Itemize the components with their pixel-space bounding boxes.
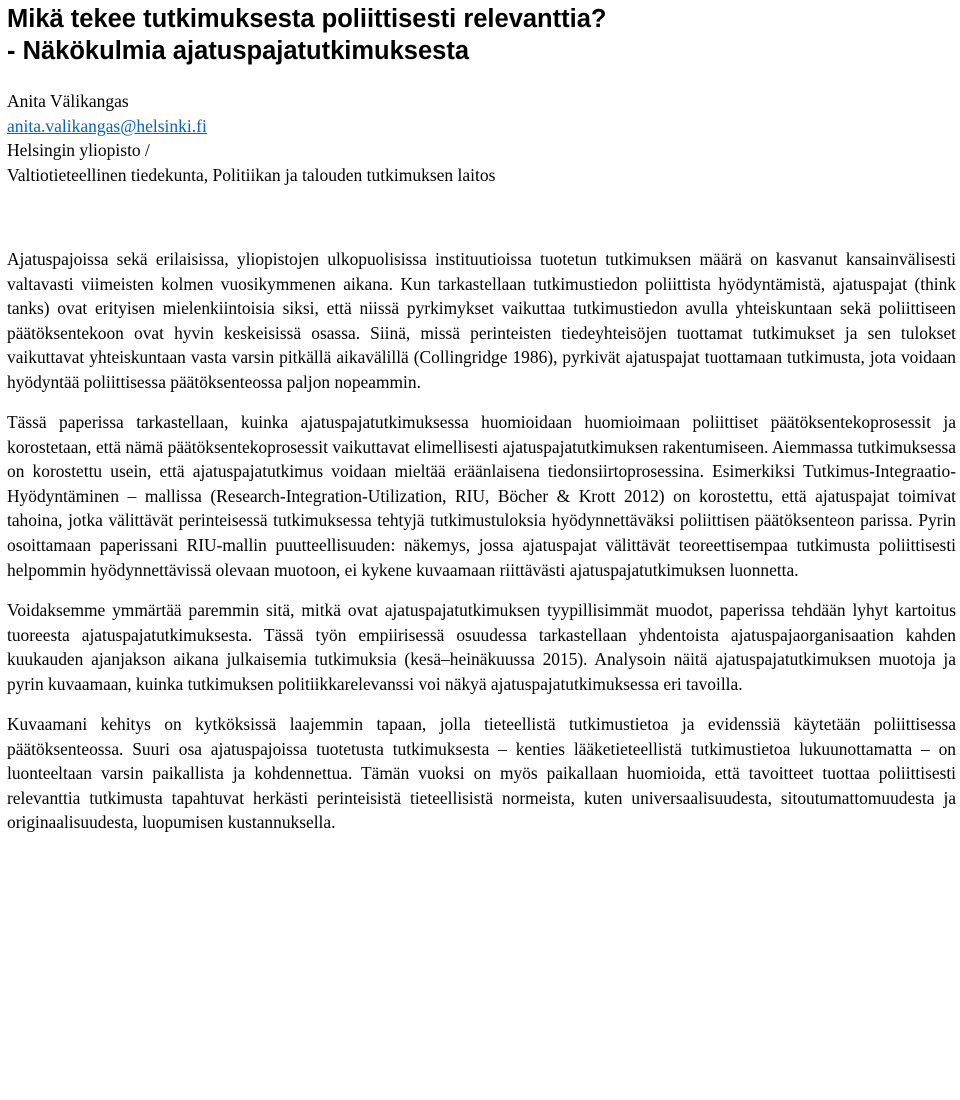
author-name: Anita Välikangas xyxy=(7,91,129,111)
author-block xyxy=(7,89,956,187)
paragraph-4: Kuvaamani kehitys on kytköksissä laajemmin tapaan, jolla tieteellistä tutkimustietoa ja evidenssiä käytetään poliittisessa päätöksenteossa. Suuri osa ajatuspajoissa tuotetusta tutkimuksesta – kenties lääketieteellistä tutkimustietoa lukuunottamatta – on luonteeltaan varsin paikallista ja kohdennettua. Tämän vuoksi on myös paikallaan huomioida, että tavoitteet tuottaa poliittisesti relevanttia tutkimusta tapahtuvat herkästi perinteisistä tieteellisistä normeista, kuten universaalisuudesta, sitoutumattomuudesta ja originaalisuudesta, luopumisen kustannuksella. xyxy=(7,714,956,833)
title-line-2: - Näkökulmia ajatuspajatutkimuksesta xyxy=(7,37,470,65)
title-line-1: Mikä tekee tutkimuksesta poliittisesti relevanttia? xyxy=(7,5,607,33)
paragraph-3: Voidaksemme ymmärtää paremmin sitä, mitkä ovat ajatuspajatutkimuksen tyypillisimmät muodot, paperissa tehdään lyhyt kartoitus tuoreesta ajatuspajatutkimuksesta. Tässä työn empiirisessä osuudessa tarkastellaan yhdentoista ajatuspajaorganisaation kahden kuukauden ajanjakson aikana julkaisemia tutkimuksia (kesä–heinäkuussa 2015). Analysoin näitä ajatuspajatutkimuksen muotoja ja pyrin kuvaamaan, kuinka tutkimuksen politiikkarelevanssi voi näkyä ajatuspajatutkimuksessa eri tavoilla. xyxy=(7,600,956,694)
document-title xyxy=(7,3,956,67)
affiliation-university: Helsingin yliopisto / xyxy=(7,140,150,160)
paragraph-1: Ajatuspajoissa sekä erilaisissa, yliopistojen ulkopuolisissa instituutioissa tuotetun tutkimuksen määrä on kasvanut kansainvälisesti valtavasti viimeisten kolmen vuosikymmenen aikana. Kun tarkastellaan tutkimustiedon poliittista hyödyntämistä, ajatuspajat (think tanks) ovat erityisen mielenkiintoisia siksi, että niissä pyrkimykset vaikuttaa tutkimustiedon avulla yhteiskuntaan sekä poliittiseen päätöksentekoon ovat hyvin keskeisissä osassa. Siinä, missä perinteisten tiedeyhteisöjen tuottamat tutkimukset ja sen tulokset vaikuttavat yhteiskuntaan vasta varsin pitkällä aikavälillä (Collingridge 1986), pyrkivät ajatuspajat tuottamaan tutkimusta, jota voidaan hyödyntää poliittisessa päätöksenteossa paljon nopeammin. xyxy=(7,249,956,392)
author-email-link[interactable]: anita.valikangas@helsinki.fi xyxy=(7,115,207,136)
document-page xyxy=(7,0,956,851)
paragraph-2: Tässä paperissa tarkastellaan, kuinka ajatuspajatutkimuksessa huomioidaan huomioimaan poliittiset päätöksentekoprosessit ja korostetaan, että nämä päätöksentekoprosessit vaikuttavat elimellisesti ajatuspajatutkimuksen rakentumiseen. Aiemmassa tutkimuksessa on korostettu usein, että ajatuspajatutkimus voidaan mieltää eräänlaisena tiedonsiirtoprosessina. Esimerkiksi Tutkimus-Integraatio-Hyödyntäminen – mallissa (Research-Integration-Utilization, RIU, Böcher & Krott 2012) on korostettu, että ajatuspajat toimivat tahoina, jotka välittävät perinteisessä tutkimuksessa tehtyjä tutkimustuloksia hyödynnettäväksi poliittisen päätöksenteon parissa. Pyrin osoittamaan paperissani RIU-mallin puutteellisuuden: näkemys, jossa ajatuspajat välittävät teoreettisempaa tutkimusta poliittisesti helpommin hyödynnettävissä olevaan muotoon, ei kykene kuvaamaan riittävästi ajatuspajatutkimuksen luonnetta. xyxy=(7,412,956,580)
abstract-body xyxy=(7,247,956,835)
affiliation-department: Valtiotieteellinen tiedekunta, Politiikan ja talouden tutkimuksen laitos xyxy=(7,164,496,185)
